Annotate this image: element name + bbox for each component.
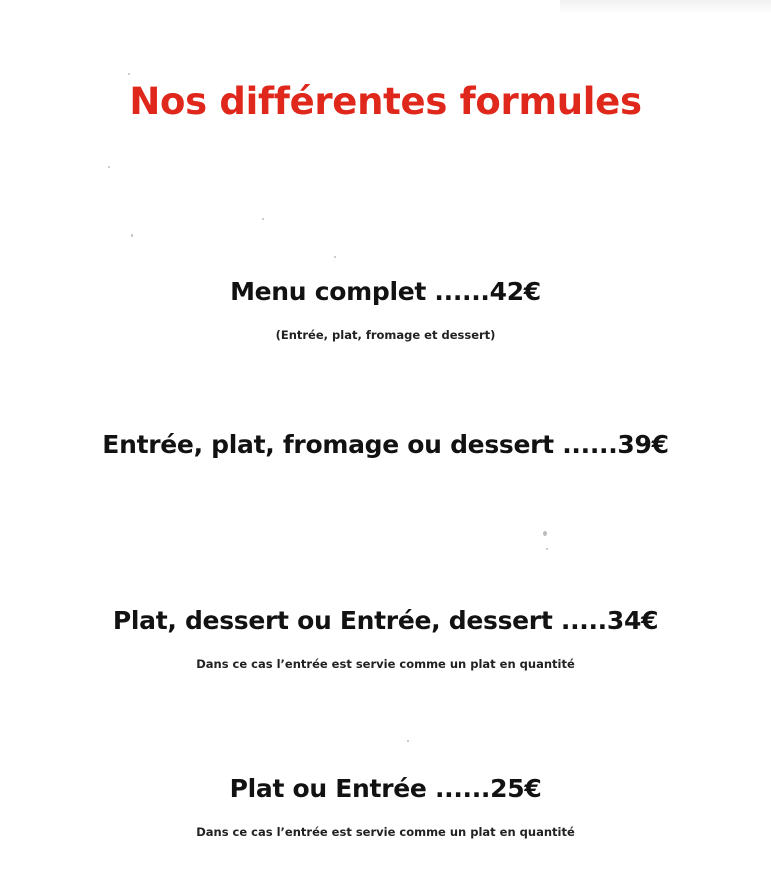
scan-speck (334, 256, 336, 258)
formula-name: Plat ou Entrée ......25€ (229, 774, 542, 803)
scan-speck (131, 234, 133, 237)
scan-speck (546, 548, 548, 550)
scan-speck (543, 531, 547, 536)
scan-speck (108, 166, 110, 168)
formula-note: Dans ce cas l’entrée est servie comme un plat en quantité (196, 657, 575, 671)
formula-note: (Entrée, plat, fromage et dessert) (275, 328, 496, 342)
formula-name: Plat, dessert ou Entrée, dessert .....34€ (112, 606, 659, 635)
menu-title: Nos différentes formules (129, 80, 642, 123)
formula-name: Menu complet ......42€ (230, 277, 541, 306)
formula-note: Dans ce cas l’entrée est servie comme un plat en quantité (196, 825, 575, 839)
scan-speck (262, 218, 264, 220)
scan-speck (407, 740, 409, 742)
formula-name: Entrée, plat, fromage ou dessert ......39€ (102, 430, 669, 459)
formula-plat-ou-entree (0, 774, 771, 839)
formula-plat-dessert (0, 606, 771, 671)
formula-entree-plat-fromage-dessert (0, 430, 771, 459)
scan-speck (128, 73, 130, 75)
scan-edge-shadow (560, 0, 771, 14)
formula-menu-complet (0, 277, 771, 342)
